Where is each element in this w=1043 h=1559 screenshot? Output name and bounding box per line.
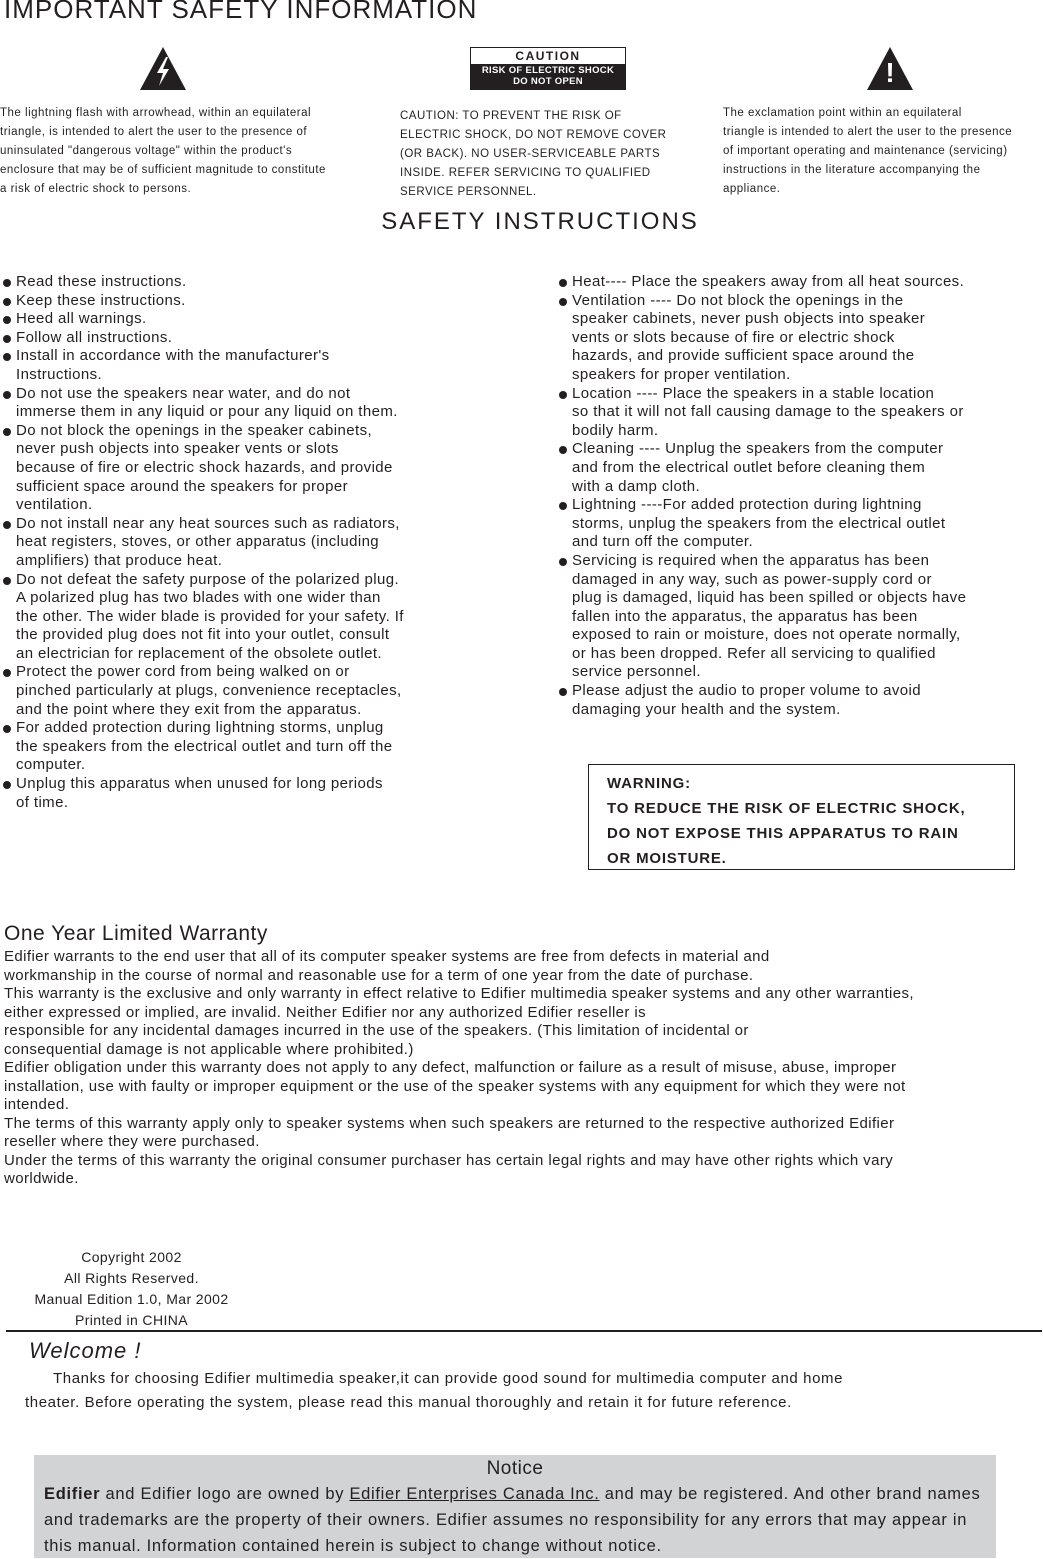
list-item: Do not install near any heat sources such as radiators, heat registers, stoves, or other apparatus (including amplifiers) that produce heat. xyxy=(3,515,473,571)
notice-title: Notice xyxy=(486,1458,544,1479)
page-title: IMPORTANT SAFETY INFORMATION xyxy=(4,0,478,24)
list-item: Unplug this apparatus when unused for long periods of time. xyxy=(3,775,473,812)
list-item: Keep these instructions. xyxy=(3,292,473,311)
warranty-body xyxy=(4,948,1043,1189)
list-item: Do not defeat the safety purpose of the polarized plug. A polarized plug has two blades with one wider than the other. The wider blade is provided for your safety. If the provided plug does not fit into your outlet, consult an electrician for replacement of the obsolete outlet. xyxy=(3,571,473,664)
safety-list-right xyxy=(559,273,1041,719)
divider xyxy=(6,1330,1042,1332)
caution-badge xyxy=(470,47,626,90)
company-name: Edifier Enterprises Canada Inc. xyxy=(349,1485,600,1503)
warranty-paragraph: This warranty is the exclusive and only warranty in effect relative to Edifier multimedia speaker systems and any other warranties, either expressed or implied, are invalid. Neither Edifier nor any authorized Edifier reseller is responsible for any incidental damages incurred in the use of the speakers. (This limitation of incidental or consequential damage is not applicable where prohibited.) xyxy=(4,985,914,1058)
list-item: Do not use the speakers near water, and do not immerse them in any liquid or pour any liquid on them. xyxy=(3,385,473,422)
list-item: Install in accordance with the manufacturer's Instructions. xyxy=(3,347,473,384)
notice-text: and may be registered. And other brand names and trademarks are the property of their owners. Edifier assumes no responsibility for any errors that may appear in this manual. Information contained herein is subject to change without notice. xyxy=(44,1485,981,1555)
welcome-line: theater. Before operating the system, please read this manual thoroughly and retain it for future reference. xyxy=(25,1394,792,1411)
warranty-paragraph: Under the terms of this warranty the original consumer purchaser has certain legal rights and may have other rights which vary worldwide. xyxy=(4,1151,894,1187)
list-item: For added protection during lightning storms, unplug the speakers from the electrical outlet and turn off the computer. xyxy=(3,719,473,775)
exclamation-glyph: ! xyxy=(885,57,895,88)
list-item: Follow all instructions. xyxy=(3,329,473,348)
exclamation-symbol-description: The exclamation point within an equilateral triangle is intended to alert the user to the presence of important operating and maintenance (servicing) instructions in the literature accompanying the appliance. xyxy=(723,107,1013,195)
notice-text: and Edifier logo are owned by xyxy=(100,1485,350,1503)
list-item: Do not block the openings in the speaker cabinets, never push objects into speaker vents or slots because of fire or electric shock hazards, and provide sufficient space around the speakers for proper ventilation. xyxy=(3,422,473,515)
list-item: Ventilation ---- Do not block the openings in the speaker cabinets, never push objects into speaker vents or slots because of fire or electric shock hazards, and provide sufficient space around the speakers for proper ventilation. xyxy=(559,292,1041,385)
list-item: Heed all warnings. xyxy=(3,310,473,329)
caution-description: CAUTION: TO PREVENT THE RISK OF ELECTRIC SHOCK, DO NOT REMOVE COVER (OR BACK). NO USER-SERVICEABLE PARTS INSIDE. REFER SERVICING TO QUALIFIED SERVICE PERSONNEL. xyxy=(400,110,667,198)
list-item: Heat---- Place the speakers away from all heat sources. xyxy=(559,273,1041,292)
list-item: Lightning ----For added protection during lightning storms, unplug the speakers from the electrical outlet and turn off the computer. xyxy=(559,496,1041,552)
list-item: Cleaning ---- Unplug the speakers from the computer and from the electrical outlet before cleaning them with a damp cloth. xyxy=(559,440,1041,496)
lightning-symbol-description: The lightning flash with arrowhead, within an equilateral triangle, is intended to alert the user to the presence of uninsulated "dangerous voltage" within the product's enclosure that may be of sufficient magnitude to constitute a risk of electric shock to persons. xyxy=(0,107,326,195)
warranty-paragraph: Edifier warrants to the end user that all of its computer speaker systems are free from defects in material and workmanship in the course of normal and reasonable use for a term of one year from the date of purchase. xyxy=(4,948,770,984)
safety-list-left xyxy=(3,273,473,812)
warranty-paragraph: The terms of this warranty apply only to speaker systems when such speakers are returned to the respective authorized Edifier reseller where they were purchased. xyxy=(4,1114,895,1150)
brand-name: Edifier xyxy=(44,1485,101,1503)
list-item: Protect the power cord from being walked on or pinched particularly at plugs, convenience receptacles, and the point where they exit from the apparatus. xyxy=(3,663,473,719)
welcome-heading: Welcome ! xyxy=(29,1338,142,1363)
welcome-text xyxy=(25,1367,1025,1415)
warranty-paragraph: Edifier obligation under this warranty does not apply to any defect, malfunction or failure as a result of misuse, abuse, improper installation, use with faulty or improper equipment or the use of the speaker systems with any equipment for which they were not intended. xyxy=(4,1059,906,1113)
copyright-block: Copyright 2002 All Rights Reserved. Manual Edition 1.0, Mar 2002 Printed in CHINA xyxy=(34,1249,229,1328)
welcome-line: Thanks for choosing Edifier multimedia speaker,it can provide good sound for multimedia computer and home xyxy=(53,1370,844,1387)
list-item: Location ---- Place the speakers in a stable location so that it will not fall causing damage to the speakers or bodily harm. xyxy=(559,385,1041,441)
list-item: Read these instructions. xyxy=(3,273,473,292)
warning-box: WARNING: TO REDUCE THE RISK OF ELECTRIC SHOCK, DO NOT EXPOSE THIS APPARATUS TO RAIN OR MOISTURE. xyxy=(588,764,1015,870)
list-item: Please adjust the audio to proper volume to avoid damaging your health and the system. xyxy=(559,682,1041,719)
list-item: Servicing is required when the apparatus has been damaged in any way, such as power-supply cord or plug is damaged, liquid has been spilled or objects have fallen into the apparatus, the apparatus has been exposed to rain or moisture, does not operate normally, or has been dropped. Refer all servicing to qualified service personnel. xyxy=(559,552,1041,682)
caution-badge-title: CAUTION xyxy=(471,48,625,64)
lightning-triangle-icon xyxy=(139,46,187,91)
warranty-heading: One Year Limited Warranty xyxy=(4,922,268,945)
notice-box xyxy=(34,1455,996,1558)
exclamation-triangle-icon xyxy=(866,46,914,91)
notice-body xyxy=(44,1481,986,1559)
caution-badge-subtitle: RISK OF ELECTRIC SHOCK DO NOT OPEN xyxy=(471,64,625,89)
safety-instructions-heading: SAFETY INSTRUCTIONS xyxy=(381,208,699,235)
